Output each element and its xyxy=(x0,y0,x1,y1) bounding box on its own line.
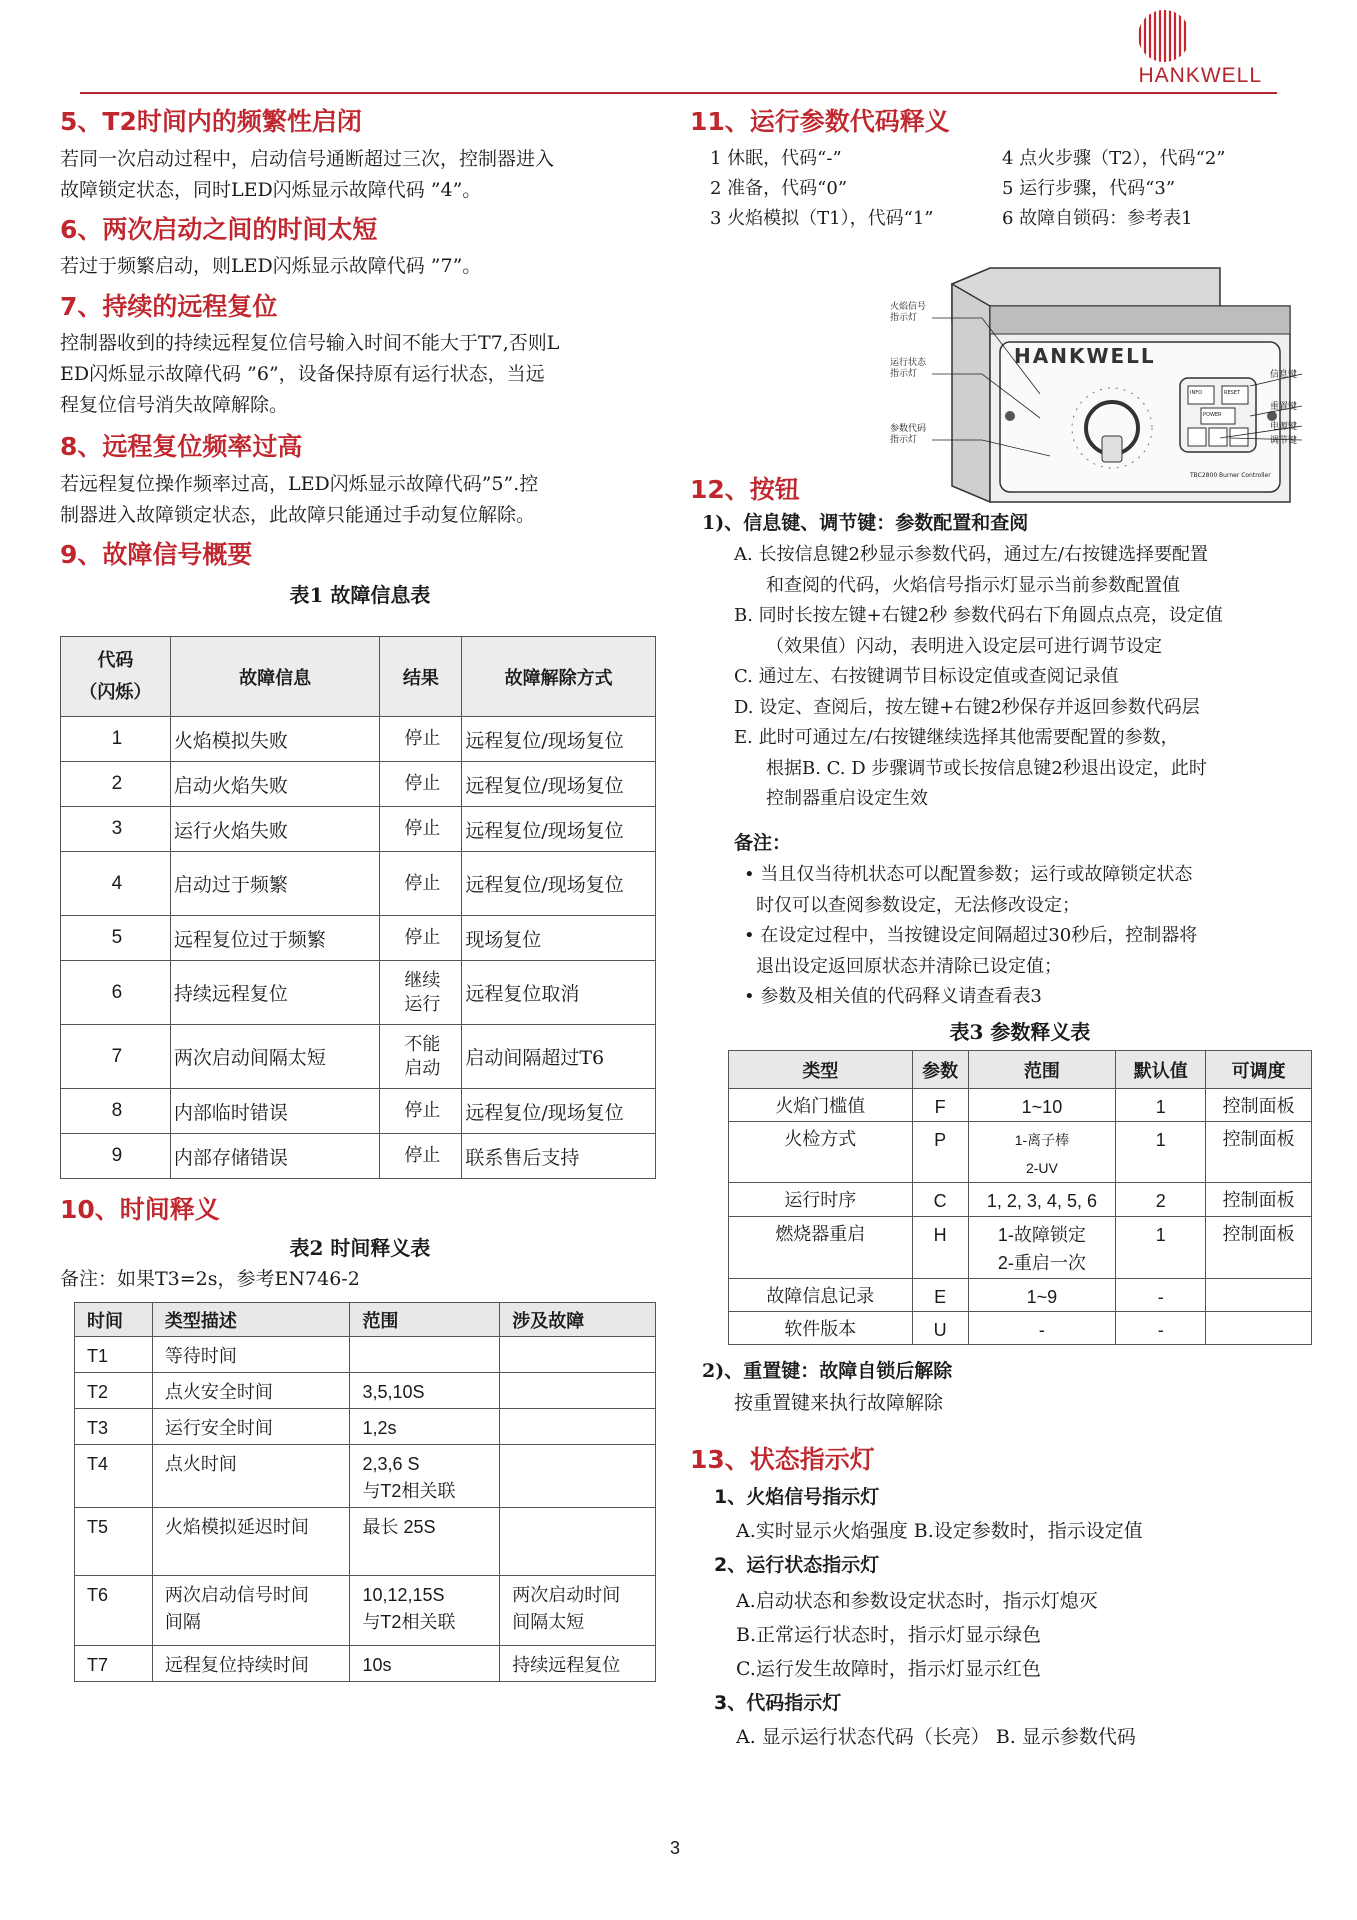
table-cell xyxy=(500,1508,656,1576)
code-item: 2 准备，代码“0” xyxy=(710,178,848,199)
fault-info-table xyxy=(60,636,656,1179)
device-model: TBC2800 Burner Controller xyxy=(1190,472,1271,479)
table-cell: T7 xyxy=(75,1646,153,1682)
indicator-line: A.启动状态和参数设定状态时，指示灯熄灭 xyxy=(736,1590,1098,1612)
indicator-group-2-items xyxy=(736,1584,1098,1686)
instruction-line: （效果值）闪动，表明进入设定层可进行调节设定 xyxy=(766,635,1162,657)
table-row xyxy=(729,1279,1312,1312)
table-row xyxy=(729,1122,1312,1183)
run-status-led-label: 运行状态 指示灯 xyxy=(890,358,927,379)
table-cell: 5 xyxy=(61,916,171,961)
note-list xyxy=(744,860,1197,1013)
table-cell: 两次启动间隔太短 xyxy=(170,1025,380,1089)
table-cell: 停止 xyxy=(380,1089,462,1134)
table-row xyxy=(75,1576,656,1646)
section-10-title: 10、时间释义 xyxy=(60,1195,220,1224)
table-cell: 1-故障锁定 2-重启一次 xyxy=(968,1217,1116,1279)
section-8-body-1: 若远程复位操作频率过高，LED闪烁显示故障代码”5”.控 xyxy=(60,473,539,495)
table-cell: 等待时间 xyxy=(152,1337,350,1373)
table-cell: 内部存储错误 xyxy=(170,1134,380,1179)
table-cell: 火焰门槛值 xyxy=(729,1089,913,1122)
table-cell: 1 xyxy=(61,717,171,762)
table-cell: T3 xyxy=(75,1409,153,1445)
table-cell: T4 xyxy=(75,1445,153,1508)
table-cell: U xyxy=(912,1312,968,1345)
button-instructions xyxy=(734,540,1223,815)
table-cell: 运行火焰失败 xyxy=(170,807,380,852)
table-cell: 6 xyxy=(61,961,171,1025)
indicator-group-3: 3、代码指示灯 xyxy=(714,1692,842,1714)
note-line: • 当且仅当待机状态可以配置参数；运行或故障锁定状态 xyxy=(744,864,1193,885)
col-header-code: 代码 （闪烁） xyxy=(61,637,171,717)
table-cell: 远程复位取消 xyxy=(462,961,656,1025)
indicator-group-3-items: A. 显示运行状态代码（长亮） B. 显示参数代码 xyxy=(736,1726,1136,1748)
table-cell: 运行时序 xyxy=(729,1183,913,1217)
reset-key-label: 重置键 xyxy=(1270,402,1298,412)
section-6-title: 6、两次启动之间的时间太短 xyxy=(60,215,378,244)
table-cell: E xyxy=(912,1279,968,1312)
table-cell: T5 xyxy=(75,1508,153,1576)
table-cell: 最长 25S xyxy=(350,1508,500,1576)
section-6-body: 若过于频繁启动，则LED闪烁显示故障代码 ”7”。 xyxy=(60,255,482,277)
brand-name: HANKWELL xyxy=(1138,64,1262,87)
table-row xyxy=(61,916,656,961)
table-cell: 远程复位/现场复位 xyxy=(462,1089,656,1134)
code-item: 6 故障自锁码：参考表1 xyxy=(1002,208,1193,229)
time-definition-table xyxy=(74,1302,656,1682)
section-8-body-2: 制器进入故障锁定状态，此故障只能通过手动复位解除。 xyxy=(60,504,536,526)
table-cell: 点火安全时间 xyxy=(152,1373,350,1409)
table-cell: 3,5,10S xyxy=(350,1373,500,1409)
table-cell: 远程复位/现场复位 xyxy=(462,852,656,916)
table-cell: 9 xyxy=(61,1134,171,1179)
table-cell: - xyxy=(968,1312,1116,1345)
table-cell: 持续远程复位 xyxy=(170,961,380,1025)
indicator-line: B.正常运行状态时，指示灯显示绿色 xyxy=(736,1624,1042,1646)
note-title: 备注： xyxy=(734,832,792,854)
section-7-body-3: 程复位信号消失故障解除。 xyxy=(60,394,289,416)
table-cell: 联系售后支持 xyxy=(462,1134,656,1179)
indicator-group-1: 1、火焰信号指示灯 xyxy=(714,1486,880,1508)
table-cell: 7 xyxy=(61,1025,171,1089)
table-cell: 两次启动时间 间隔太短 xyxy=(500,1576,656,1646)
table-cell: - xyxy=(1116,1312,1206,1345)
table-cell: 远程复位过于频繁 xyxy=(170,916,380,961)
table-cell: 控制面板 xyxy=(1206,1089,1312,1122)
table-row xyxy=(75,1445,656,1508)
table-cell: 停止 xyxy=(380,807,462,852)
section-7-title: 7、持续的远程复位 xyxy=(60,292,278,321)
table-cell: 停止 xyxy=(380,717,462,762)
note-line: 退出设定返回原状态并清除已设定值； xyxy=(756,955,1062,977)
param-code-led-label: 参数代码 指示灯 xyxy=(890,424,927,445)
code-item: 3 火焰模拟（T1），代码“1” xyxy=(710,208,934,229)
col-header-range: 范围 xyxy=(968,1051,1116,1089)
table-cell: 停止 xyxy=(380,1134,462,1179)
controller-drawing xyxy=(890,266,1310,506)
table-row xyxy=(75,1508,656,1576)
device-brand: HANKWELL xyxy=(1014,344,1156,368)
section-5-body-1: 若同一次启动过程中，启动信号通断超过三次，控制器进入 xyxy=(60,148,555,170)
table-cell: 火焰模拟延迟时间 xyxy=(152,1508,350,1576)
col-header-time: 时间 xyxy=(75,1303,153,1337)
col-header-result: 结果 xyxy=(380,637,462,717)
instruction-line: A. 长按信息键2秒显示参数代码，通过左/右按键选择要配置 xyxy=(734,544,1208,565)
table-cell: 停止 xyxy=(380,852,462,916)
col-header-default: 默认值 xyxy=(1116,1051,1206,1089)
table-cell: P xyxy=(912,1122,968,1183)
table-cell: 1 xyxy=(1116,1122,1206,1183)
table-cell: 3 xyxy=(61,807,171,852)
table-cell: F xyxy=(912,1089,968,1122)
table-cell: 现场复位 xyxy=(462,916,656,961)
table-cell: 4 xyxy=(61,852,171,916)
info-key-label: 信息键 xyxy=(1270,370,1298,380)
device-illustration xyxy=(890,266,1310,506)
table-row xyxy=(75,1337,656,1373)
table-3-caption: 表3 参数释义表 xyxy=(949,1020,1091,1044)
table-cell: 点火时间 xyxy=(152,1445,350,1508)
table-row xyxy=(729,1183,1312,1217)
table-cell: T1 xyxy=(75,1337,153,1373)
instruction-line: C. 通过左、右按键调节目标设定值或查阅记录值 xyxy=(734,666,1119,687)
table-cell: 1 xyxy=(1116,1089,1206,1122)
table-header-row xyxy=(61,637,656,717)
table-cell: T2 xyxy=(75,1373,153,1409)
instruction-line: B. 同时长按左键+右键2秒 参数代码右下角圆点点亮，设定值 xyxy=(734,605,1223,626)
table-cell: 火检方式 xyxy=(729,1122,913,1183)
table-row xyxy=(61,762,656,807)
section-11-title: 11、运行参数代码释义 xyxy=(690,107,950,136)
table-row xyxy=(61,717,656,762)
col-header-resolution: 故障解除方式 xyxy=(462,637,656,717)
reset-key-text: 按重置键来执行故障解除 xyxy=(734,1392,944,1414)
table-cell: 停止 xyxy=(380,916,462,961)
instruction-line: 根据B. C. D 步骤调节或长按信息键2秒退出设定，此时 xyxy=(766,757,1207,779)
table-cell: 燃烧器重启 xyxy=(729,1217,913,1279)
col-header-related-fault: 涉及故障 xyxy=(500,1303,656,1337)
adjust-key-label: 调节键 xyxy=(1270,436,1298,446)
code-list-left xyxy=(710,144,934,234)
table-row xyxy=(61,807,656,852)
table-cell: 2 xyxy=(61,762,171,807)
table-row xyxy=(61,1134,656,1179)
table-cell xyxy=(500,1409,656,1445)
table-row xyxy=(75,1409,656,1445)
table-header-row xyxy=(75,1303,656,1337)
table-row xyxy=(729,1089,1312,1122)
indicator-group-2: 2、运行状态指示灯 xyxy=(714,1554,880,1576)
flame-signal-led-label: 火焰信号 指示灯 xyxy=(890,302,927,323)
table-cell xyxy=(1206,1279,1312,1312)
table-cell: H xyxy=(912,1217,968,1279)
section-8-title: 8、远程复位频率过高 xyxy=(60,432,303,461)
table-cell: 1-离子棒 2-UV xyxy=(968,1122,1116,1183)
hankwell-logo-icon xyxy=(1118,8,1210,72)
table-cell: 1~10 xyxy=(968,1089,1116,1122)
table-cell: 启动火焰失败 xyxy=(170,762,380,807)
code-item: 4 点火步骤（T2），代码“2” xyxy=(1002,148,1226,169)
table-cell: 停止 xyxy=(380,762,462,807)
table-cell: 远程复位持续时间 xyxy=(152,1646,350,1682)
table-cell: 8 xyxy=(61,1089,171,1134)
note-line: 时仅可以查阅参数设定，无法修改设定； xyxy=(756,894,1080,916)
table-cell: 1 xyxy=(1116,1217,1206,1279)
table-row xyxy=(729,1312,1312,1345)
section-12-sub-1: 1)、信息键、调节键：参数配置和查阅 xyxy=(702,512,1029,534)
col-header-param: 参数 xyxy=(912,1051,968,1089)
header-divider xyxy=(80,92,1277,94)
power-key: POWER xyxy=(1203,412,1222,418)
table-row xyxy=(61,1089,656,1134)
table-row xyxy=(729,1217,1312,1279)
col-header-type: 类型 xyxy=(729,1051,913,1089)
table-cell: 不能 启动 xyxy=(380,1025,462,1089)
table-cell: 继续 运行 xyxy=(380,961,462,1025)
section-7-body-2: ED闪烁显示故障代码 ”6”，设备保持原有运行状态，当远 xyxy=(60,363,545,385)
table-cell: 控制面板 xyxy=(1206,1217,1312,1279)
instruction-line: D. 设定、查阅后，按左键+右键2秒保存并返回参数代码层 xyxy=(734,696,1200,718)
col-header-fault-info: 故障信息 xyxy=(170,637,380,717)
table-cell: 10,12,15S 与T2相关联 xyxy=(350,1576,500,1646)
table-cell: 10s xyxy=(350,1646,500,1682)
table-cell: 内部临时错误 xyxy=(170,1089,380,1134)
table-cell: 启动过于频繁 xyxy=(170,852,380,916)
instruction-line: 和查阅的代码，火焰信号指示灯显示当前参数配置值 xyxy=(766,574,1180,596)
indicator-group-1-items: A.实时显示火焰强度 B.设定参数时，指示设定值 xyxy=(736,1520,1143,1542)
table-cell: 控制面板 xyxy=(1206,1183,1312,1217)
section-5-body-2: 故障锁定状态，同时LED闪烁显示故障代码 ”4”。 xyxy=(60,179,482,201)
table-cell: 远程复位/现场复位 xyxy=(462,717,656,762)
table-cell: 运行安全时间 xyxy=(152,1409,350,1445)
power-key-label: 电源键 xyxy=(1270,422,1298,432)
table-cell: 1, 2, 3, 4, 5, 6 xyxy=(968,1183,1116,1217)
table-cell: T6 xyxy=(75,1576,153,1646)
table-cell: 故障信息记录 xyxy=(729,1279,913,1312)
section-5-title: 5、T2时间内的频繁性启闭 xyxy=(60,107,362,136)
table-cell: 2,3,6 S 与T2相关联 xyxy=(350,1445,500,1508)
table-cell: C xyxy=(912,1183,968,1217)
code-item: 5 运行步骤，代码“3” xyxy=(1002,178,1176,199)
table-1-caption: 表1 故障信息表 xyxy=(289,583,431,607)
table-cell xyxy=(500,1337,656,1373)
table-cell: 1~9 xyxy=(968,1279,1116,1312)
table-cell: 火焰模拟失败 xyxy=(170,717,380,762)
table-cell: 两次启动信号时间 间隔 xyxy=(152,1576,350,1646)
table-cell: 软件版本 xyxy=(729,1312,913,1345)
table-cell: 控制面板 xyxy=(1206,1122,1312,1183)
table-2-caption: 表2 时间释义表 xyxy=(289,1236,431,1260)
section-13-title: 13、状态指示灯 xyxy=(690,1445,875,1474)
code-list-right xyxy=(1002,144,1226,234)
table-cell: 远程复位/现场复位 xyxy=(462,762,656,807)
table-cell: 2 xyxy=(1116,1183,1206,1217)
table-cell: 持续远程复位 xyxy=(500,1646,656,1682)
table-header-row xyxy=(729,1051,1312,1089)
instruction-line: 控制器重启设定生效 xyxy=(766,788,928,809)
section-12-sub-2: 2)、重置键：故障自锁后解除 xyxy=(702,1360,953,1382)
table-cell xyxy=(500,1445,656,1508)
col-header-adjustable: 可调度 xyxy=(1206,1051,1312,1089)
table-cell xyxy=(350,1337,500,1373)
instruction-line: E. 此时可通过左/右按键继续选择其他需要配置的参数， xyxy=(734,727,1179,748)
table-row xyxy=(61,961,656,1025)
note-line: • 在设定过程中，当按键设定间隔超过30秒后，控制器将 xyxy=(744,925,1198,946)
page-number: 3 xyxy=(670,1838,681,1858)
reset-key: RESET xyxy=(1224,390,1241,396)
parameter-table xyxy=(728,1050,1312,1345)
section-9-title: 9、故障信号概要 xyxy=(60,540,253,569)
note-line: • 参数及相关值的代码释义请查看表3 xyxy=(744,986,1042,1007)
table-row xyxy=(75,1646,656,1682)
col-header-description: 类型描述 xyxy=(152,1303,350,1337)
table-row xyxy=(75,1373,656,1409)
table-cell: 1,2s xyxy=(350,1409,500,1445)
table-cell xyxy=(1206,1312,1312,1345)
table-cell: 启动间隔超过T6 xyxy=(462,1025,656,1089)
indicator-line: C.运行发生故障时，指示灯显示红色 xyxy=(736,1658,1041,1680)
section-7-body-1: 控制器收到的持续远程复位信号输入时间不能大于T7,否则L xyxy=(60,332,560,354)
table-cell: - xyxy=(1116,1279,1206,1312)
table-cell: 远程复位/现场复位 xyxy=(462,807,656,852)
col-header-range: 范围 xyxy=(350,1303,500,1337)
table-row xyxy=(61,1025,656,1089)
section-12-title: 12、按钮 xyxy=(690,475,800,504)
table-2-note: 备注：如果T3=2s，参考EN746-2 xyxy=(60,1268,360,1290)
table-row xyxy=(61,852,656,916)
table-cell xyxy=(500,1373,656,1409)
info-key: INFO xyxy=(1190,390,1203,396)
code-item: 1 休眠，代码“-” xyxy=(710,148,842,169)
